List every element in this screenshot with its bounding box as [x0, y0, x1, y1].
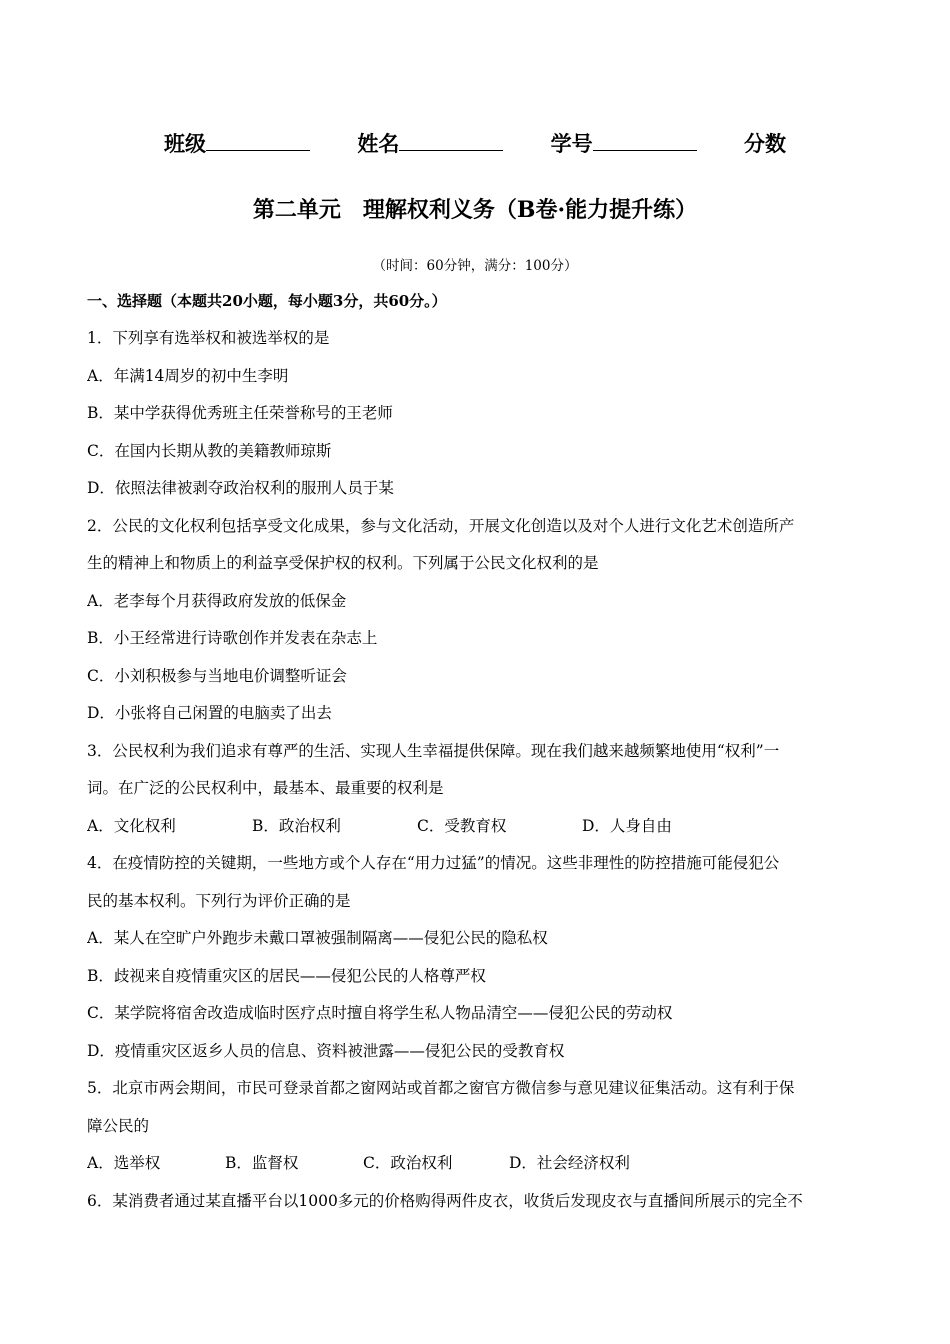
- answer-option: D．人身自由: [582, 816, 672, 835]
- question-stem: 1．下列享有选举权和被选举权的是: [87, 329, 330, 347]
- student-info-line: [0, 128, 950, 158]
- answer-option: A．老李每个月获得政府发放的低保金: [87, 591, 347, 610]
- question-stem: 障公民的: [87, 1116, 150, 1135]
- answer-option: D．依照法律被剥夺政治权利的服刑人员于某: [87, 479, 394, 497]
- answer-option: A．某人在空旷户外跑步未戴口罩被强制隔离——侵犯公民的隐私权: [87, 929, 548, 947]
- question-list: [87, 320, 863, 1220]
- question-stem: 5．北京市两会期间，市民可登录首都之窗网站或首都之窗官方微信参与意见建议征集活动。这有利于保: [87, 1079, 795, 1097]
- answer-option: D．社会经济权利: [509, 1154, 630, 1172]
- answer-option: A．年满14周岁的初中生李明: [87, 366, 289, 385]
- answer-option: B．小王经常进行诗歌创作并发表在杂志上: [87, 629, 378, 647]
- answer-option: C．小刘积极参与当地电价调整听证会: [87, 666, 347, 685]
- option-row: [87, 808, 863, 846]
- class-blank: [206, 132, 310, 151]
- student-id-label: 学号: [550, 131, 593, 156]
- class-field: [164, 128, 310, 158]
- answer-option: C．在国内长期从教的美籍教师琼斯: [87, 441, 332, 460]
- name-label: 姓名: [357, 131, 400, 156]
- answer-option: C．受教育权: [417, 816, 507, 835]
- question-stem: 4．在疫情防控的关键期，一些地方或个人存在“用力过猛”的情况。这些非理性的防控措施可能侵犯公: [87, 854, 780, 872]
- student-id-blank: [593, 132, 697, 151]
- answer-option: B．歧视来自疫情重灾区的居民——侵犯公民的人格尊严权: [87, 966, 486, 985]
- question-stem: 民的基本权利。下列行为评价正确的是: [87, 891, 351, 910]
- question-stem: 词。在广泛的公民权利中，最基本、最重要的权利是: [87, 779, 444, 797]
- answer-option: A．选举权: [87, 1154, 161, 1172]
- exam-time-info: （时间：60分钟，满分：100分）: [372, 258, 578, 274]
- student-id-field: [551, 128, 697, 158]
- score-label: 分数: [743, 131, 786, 156]
- score-field: [744, 128, 786, 158]
- answer-option: A．文化权利: [87, 816, 176, 835]
- question-stem: 2．公民的文化权利包括享受文化成果，参与文化活动，开展文化创造以及对个人进行文化艺术创造所产: [87, 516, 795, 535]
- answer-option: C．政治权利: [363, 1154, 453, 1172]
- page-title: 第二单元 理解权利义务（B卷·能力提升练）: [252, 197, 698, 223]
- answer-option: D．小张将自己闲置的电脑卖了出去: [87, 704, 332, 722]
- question-stem: 生的精神上和物质上的利益享受保护权的权利。下列属于公民文化权利的是: [87, 554, 599, 572]
- class-label: 班级: [164, 131, 207, 156]
- option-row: [87, 1145, 863, 1183]
- name-blank: [399, 132, 503, 151]
- section-heading: 一、选择题（本题共20小题，每小题3分，共60分。）: [87, 292, 447, 310]
- answer-option: D．疫情重灾区返乡人员的信息、资料被泄露——侵犯公民的受教育权: [87, 1041, 565, 1060]
- answer-option: C．某学院将宿舍改造成临时医疗点时擅自将学生私人物品清空——侵犯公民的劳动权: [87, 1004, 673, 1022]
- answer-option: B．某中学获得优秀班主任荣誉称号的王老师: [87, 404, 393, 422]
- answer-option: B．监督权: [225, 1154, 299, 1172]
- question-stem: 3．公民权利为我们追求有尊严的生活、实现人生幸福提供保障。现在我们越来越频繁地使用“权利”一: [87, 741, 780, 760]
- question-stem: 6．某消费者通过某直播平台以1000多元的价格购得两件皮衣，收货后发现皮衣与直播间所展示的完全不: [87, 1191, 803, 1210]
- answer-option: B．政治权利: [252, 816, 341, 835]
- name-field: [357, 128, 503, 158]
